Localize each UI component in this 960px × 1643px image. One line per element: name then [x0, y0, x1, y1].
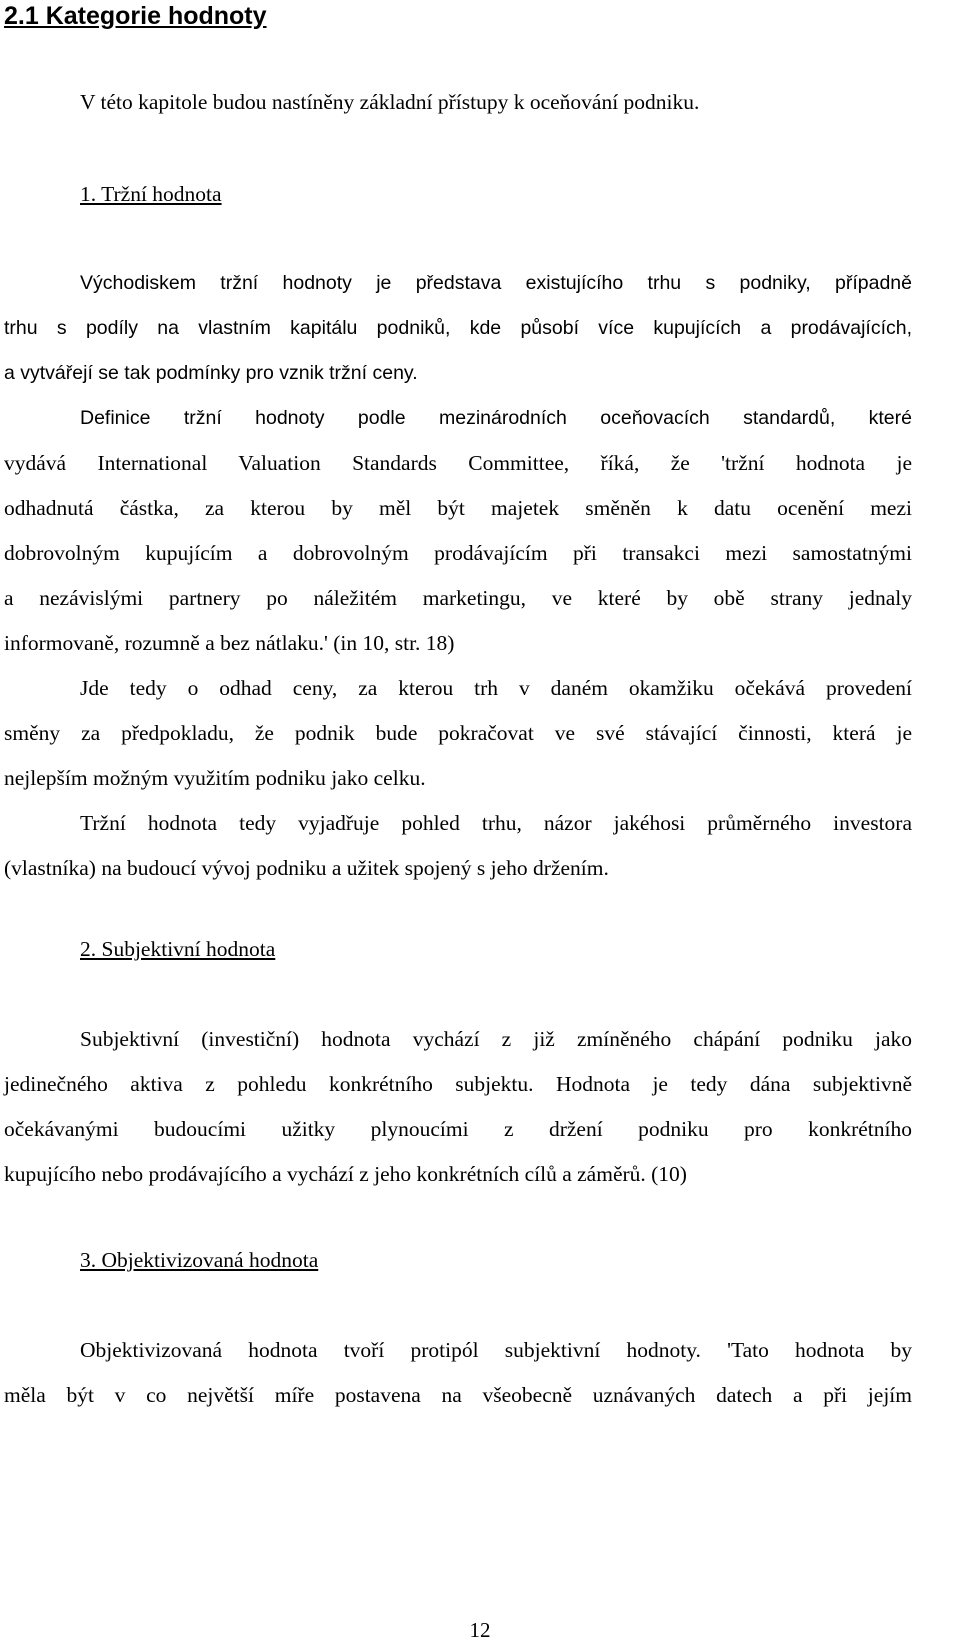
text-line: a vytvářejí se tak podmínky pro vznik tržní ceny.	[4, 362, 418, 384]
text-line: kupujícího nebo prodávajícího a vychází z jeho konkrétních cílů a záměrů. (10)	[4, 1162, 687, 1186]
text-line: Definice tržní hodnoty podle mezinárodních oceňovacích standardů, které	[80, 407, 912, 429]
text-line: (vlastníka) na budoucí vývoj podniku a užitek spojený s jeho držením.	[4, 856, 609, 880]
text-line: a nezávislými partnery po náležitém marketingu, ve které by obě strany jednaly	[4, 586, 912, 610]
text-line: nejlepším možným využitím podniku jako celku.	[4, 766, 426, 790]
text-line: směny za předpokladu, že podnik bude pokračovat ve své stávající činnosti, která je	[4, 721, 912, 745]
text-line: očekávanými budoucími užitky plynoucími z držení podniku pro konkrétního	[4, 1117, 912, 1141]
page-number: 12	[469, 1618, 491, 1642]
text-line: dobrovolným kupujícím a dobrovolným prodávajícím při transakci mezi samostatnými	[4, 541, 912, 565]
text-line: informovaně, rozumně a bez nátlaku.' (in 10, str. 18)	[4, 631, 455, 655]
text-line: vydává International Valuation Standards Committee, říká, že 'tržní hodnota je	[4, 451, 912, 475]
intro-text: V této kapitole budou nastíněny základní přístupy k oceňování podniku.	[80, 90, 700, 114]
section-heading: 2.1 Kategorie hodnoty	[4, 2, 267, 30]
subsection-title-subjective-value	[80, 935, 275, 963]
text-line: Objektivizovaná hodnota tvoří protipól subjektivní hodnoty. 'Tato hodnota by	[80, 1338, 912, 1362]
text-line: Subjektivní (investiční) hodnota vychází z již zmíněného chápání podniku jako	[80, 1027, 912, 1051]
text-line: Jde tedy o odhad ceny, za kterou trh v daném okamžiku očekává provedení	[80, 676, 912, 700]
subsection-title-text: 1. Tržní hodnota	[80, 182, 222, 206]
subsection-title-objectivized-value	[80, 1246, 318, 1274]
text-line: měla být v co největší míře postavena na všeobecně uznávaných datech a při jejím	[4, 1383, 912, 1407]
subsection-title-text: 2. Subjektivní hodnota	[80, 937, 276, 961]
subsection-title-text: 3. Objektivizovaná hodnota	[80, 1248, 319, 1272]
text-line: odhadnutá částka, za kterou by měl být majetek směněn k datu ocenění mezi	[4, 496, 912, 520]
text-line: Východiskem tržní hodnoty je představa existujícího trhu s podniky, případně	[80, 272, 912, 294]
subsection-title-market-value	[80, 180, 222, 208]
text-line: jedinečného aktiva z pohledu konkrétního subjektu. Hodnota je tedy dána subjektivně	[4, 1072, 912, 1096]
text-line: trhu s podíly na vlastním kapitálu podniků, kde působí více kupujících a prodávajících,	[4, 317, 912, 339]
text-line: Tržní hodnota tedy vyjadřuje pohled trhu, názor jakéhosi průměrného investora	[80, 811, 912, 835]
